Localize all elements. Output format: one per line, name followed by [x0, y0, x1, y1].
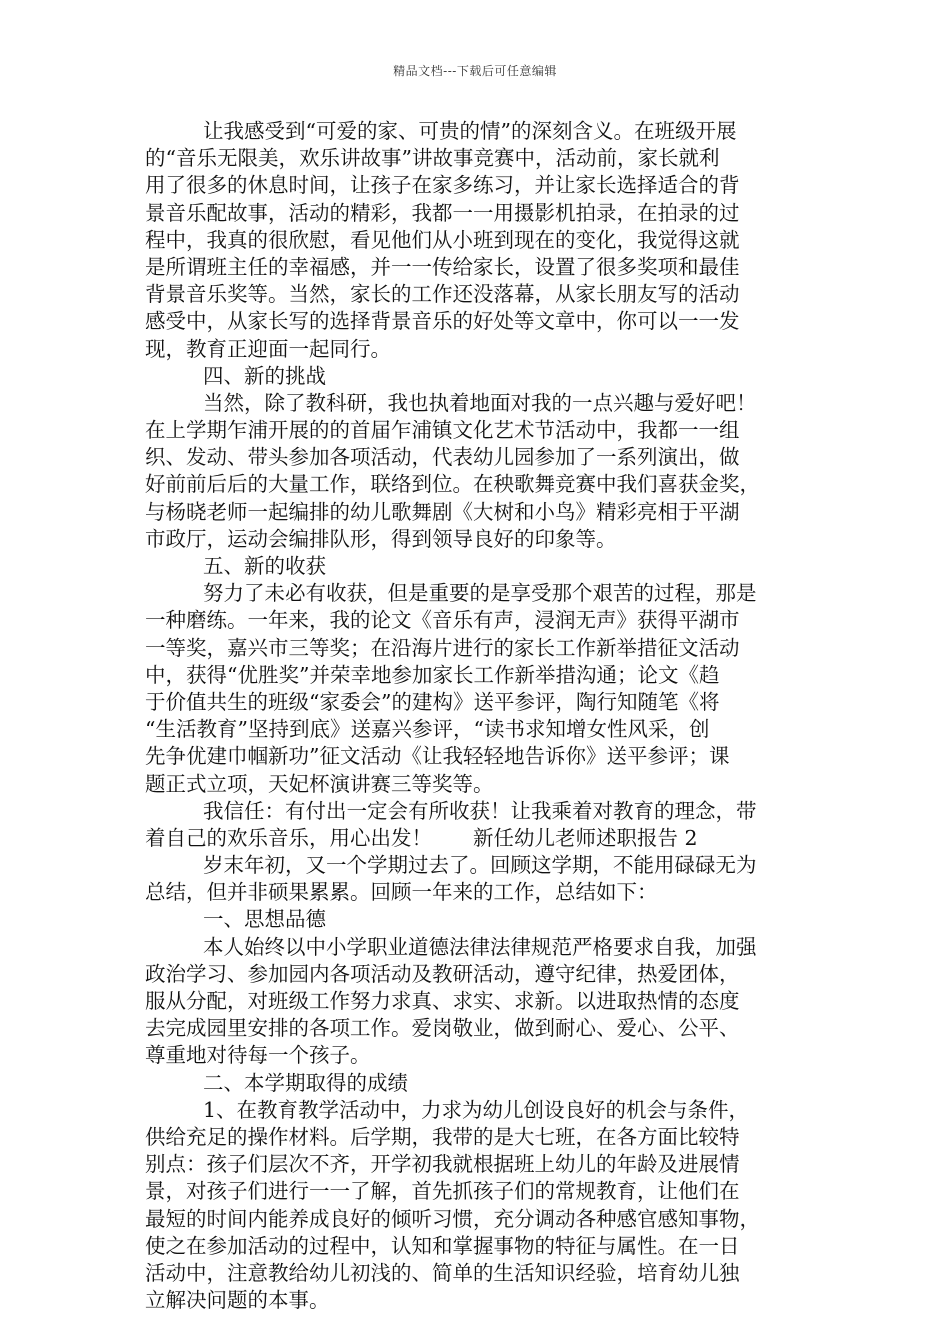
text-line: 使之在参加活动的过程中，认知和掌握事物的特征与属性。在一日	[145, 1233, 740, 1258]
text-line: 去完成园里安排的各项工作。爱岗敬业，做到耐心、爱心、公平、	[145, 1016, 740, 1041]
text-line: 立解决问题的本事。	[145, 1288, 330, 1313]
text-line: 好前前后后的大量工作，联络到位。在秧歌舞竞赛中我们喜获金奖，	[145, 472, 760, 497]
text-line: 总结，但并非硕果累累。回顾一年来的工作，总结如下：	[145, 880, 658, 905]
text-line: 市政厅，运动会编排队形，得到领导良好的印象等。	[145, 526, 617, 551]
text-line: 供给充足的操作材料。后学期，我带的是大七班，在各方面比较特	[145, 1124, 740, 1149]
text-line: 岁末年初，又一个学期过去了。回顾这学期，不能用碌碌无为	[203, 853, 757, 878]
text-line: 景音乐配故事，活动的精彩，我都一一用摄影机拍录，在拍录的过	[145, 200, 740, 225]
document-body	[145, 118, 815, 1314]
text-line: 中，获得“优胜奖”并荣幸地参加家长工作新举措沟通；论文《趋	[145, 662, 720, 687]
text-line: 别点：孩子们层次不齐，开学初我就根据班上幼儿的年龄及进展情	[145, 1152, 740, 1177]
text-line: 当然，除了教科研，我也执着地面对我的一点兴趣与爱好吧！	[203, 390, 757, 415]
text-line: 本人始终以中小学职业道德法律法律规范严格要求自我，加强	[203, 934, 757, 959]
text-line: 与杨晓老师一起编排的幼儿歌舞剧《大树和小鸟》精彩亮相于平湖	[145, 499, 740, 524]
text-line: 一、思想品德	[203, 907, 326, 932]
text-line: 用了很多的休息时间，让孩子在家多练习，并让家长选择适合的背	[145, 173, 740, 198]
text-line: 是所谓班主任的幸福感，并一一传给家长，设置了很多奖项和最佳	[145, 254, 740, 279]
text-line: 努力了未必有收获，但是重要的是享受那个艰苦的过程，那是	[203, 581, 757, 606]
text-line: 现，教育正迎面一起同行。	[145, 336, 391, 361]
text-line: 着自己的欢乐音乐，用心出发！ 新任幼儿老师述职报告 2	[145, 825, 698, 850]
text-line: 感受中，从家长写的选择背景音乐的好处等文章中，你可以一一发	[145, 309, 740, 334]
text-line: 二、本学期取得的成绩	[203, 1070, 408, 1095]
text-line: “生活教育”坚持到底》送嘉兴参评，“读书求知增女性风采，创	[145, 717, 710, 742]
text-line: 在上学期乍浦开展的的首届乍浦镇文化艺术节活动中，我都一一组	[145, 418, 740, 443]
text-line: 活动中，注意教给幼儿初浅的、简单的生活知识经验，培育幼儿独	[145, 1260, 740, 1285]
text-line: 程中，我真的很欣慰，看见他们从小班到现在的变化，我觉得这就	[145, 227, 740, 252]
text-line: 政治学习、参加园内各项活动及教研活动，遵守纪律，热爱团体，	[145, 961, 740, 986]
text-line: 四、新的挑战	[203, 363, 326, 388]
text-line: 1、在教育教学活动中，力求为幼儿创设良好的机会与条件，	[203, 1097, 750, 1122]
text-line: 服从分配，对班级工作努力求真、求实、求新。以进取热情的态度	[145, 989, 740, 1013]
text-line: 先争优建巾帼新功”征文活动《让我轻轻地告诉你》送平参评；课	[145, 744, 730, 769]
text-line: 五、新的收获	[203, 554, 326, 578]
page-header: 精品文档---下载后可任意编辑	[393, 64, 557, 78]
text-line: 的“音乐无限美，欢乐讲故事”讲故事竞赛中，活动前，家长就利	[145, 146, 720, 171]
text-line: 我信任：有付出一定会有所收获！让我乘着对教育的理念，带	[203, 798, 757, 823]
text-line: 织、发动、带头参加各项活动，代表幼儿园参加了一系列演出，做	[145, 445, 740, 470]
text-line: 让我感受到“可爱的家、可贵的情”的深刻含义。在班级开展	[203, 119, 737, 143]
text-line: 一种磨练。一年来，我的论文《音乐有声，浸润无声》获得平湖市	[145, 608, 740, 633]
text-line: 背景音乐奖等。当然，家长的工作还没落幕，从家长朋友写的活动	[145, 282, 740, 307]
text-line: 最短的时间内能养成良好的倾听习惯，充分调动各种感官感知事物，	[145, 1206, 760, 1231]
text-line: 尊重地对待每一个孩子。	[145, 1043, 371, 1068]
text-line: 题正式立项，天妃杯演讲赛三等奖等。	[145, 771, 494, 796]
text-line: 于价值共生的班级“家委会”的建构》送平参评，陶行知随笔《将	[145, 689, 720, 714]
text-line: 一等奖，嘉兴市三等奖；在沿海片进行的家长工作新举措征文活动	[145, 635, 740, 660]
text-line: 景，对孩子们进行一一了解，首先抓孩子们的常规教育，让他们在	[145, 1179, 740, 1204]
